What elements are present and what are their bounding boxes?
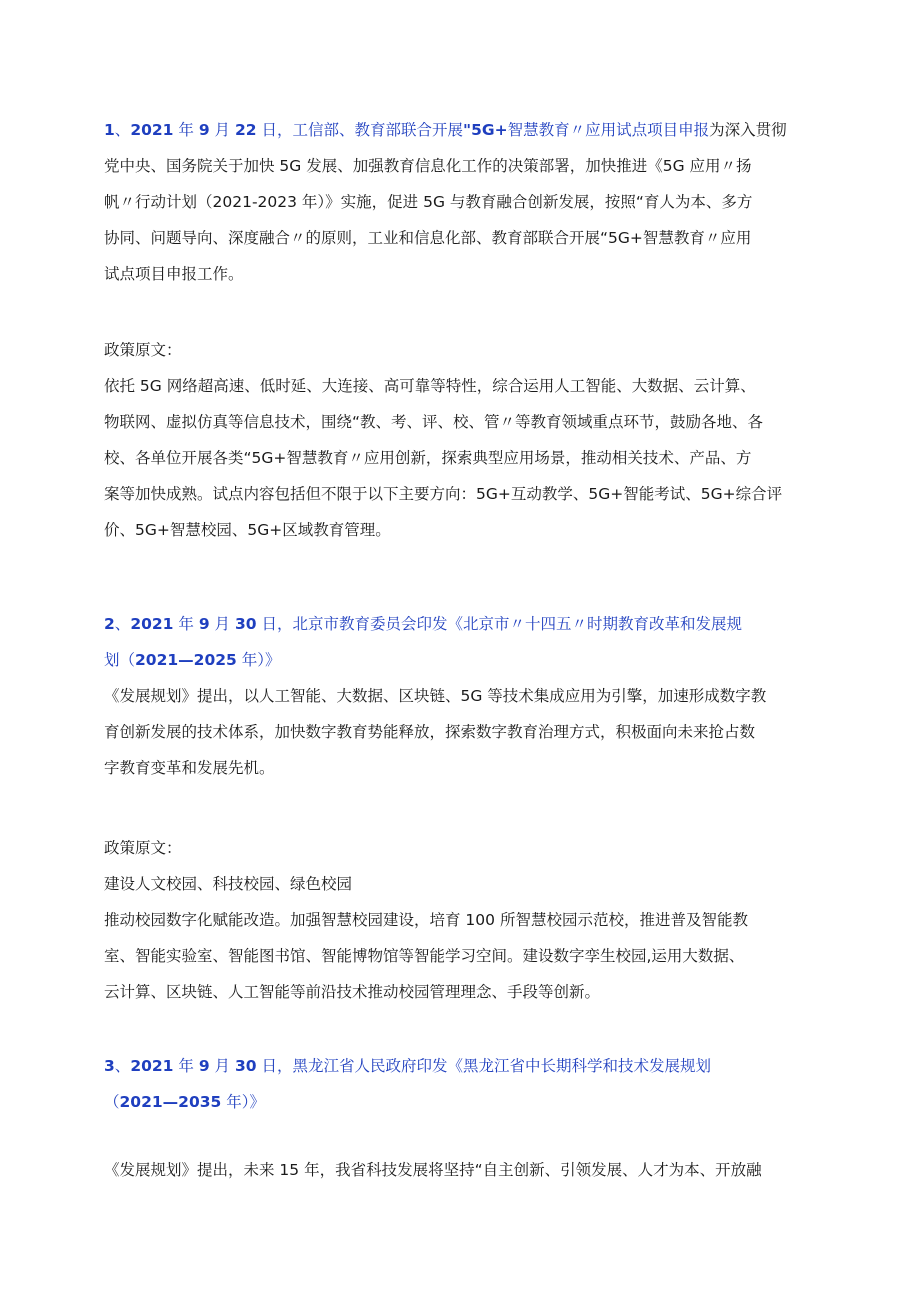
- paragraph-line: 室、智能实验室、智能图书馆、智能博物馆等智能学习空间。建设数字孪生校园,运用大数据、: [104, 947, 745, 965]
- paragraph-line: 字教育变革和发展先机。: [104, 759, 275, 777]
- day-unit: 日，: [256, 615, 293, 633]
- paragraph-line: 云计算、区块链、人工智能等前沿技术推动校园管理理念、手段等创新。: [104, 983, 601, 1001]
- month: 9: [198, 121, 210, 139]
- paragraph-line: 育创新发展的技术体系，加快数字教育势能释放，探索数字教育治理方式，积极面向未来抢占数: [104, 723, 756, 741]
- separator: 、: [114, 615, 131, 633]
- month-unit: 月: [209, 615, 235, 633]
- heading-title: 北京市教育委员会印发《北京市〃十四五〃时期教育改革和发展规: [292, 615, 742, 633]
- heading-title-bold: "5G+: [463, 121, 508, 139]
- paragraph-line: 校、各单位开展各类“5G+智慧教育〃应用创新，探索典型应用场景，推动相关技术、产品、方: [104, 449, 752, 467]
- item-number: 2: [104, 615, 115, 633]
- heading-title2-bold: 2021—2025: [135, 651, 237, 669]
- day: 30: [234, 1057, 257, 1075]
- item-number: 3: [104, 1057, 115, 1075]
- section-2-heading: [104, 606, 824, 642]
- year: 2021: [130, 1057, 174, 1075]
- month: 9: [198, 1057, 210, 1075]
- section-2-policy: [104, 830, 824, 1010]
- section-1-policy: [104, 332, 824, 548]
- section-1: [104, 112, 824, 292]
- paragraph-line: 协同、问题导向、深度融合〃的原则，工业和信息化部、教育部联合开展“5G+智慧教育〃应用: [104, 229, 752, 247]
- year-unit: 年: [173, 1057, 199, 1075]
- paragraph-line: 《发展规划》提出，以人工智能、大数据、区块链、5G 等技术集成应用为引擎，加速形成数字教: [104, 687, 767, 705]
- paragraph-line: 案等加快成熟。试点内容包括但不限于以下主要方向：5G+互动教学、5G+智能考试、5G+综合评: [104, 485, 783, 503]
- day: 30: [234, 615, 257, 633]
- paragraph-line: 帆〃行动计划（2021-2023 年）》实施，促进 5G 与教育融合创新发展，按照“育人为本、多方: [104, 193, 753, 211]
- section-2-heading-cont: [104, 642, 824, 678]
- heading-title: 黑龙江省人民政府印发《黑龙江省中长期科学和技术发展规划: [292, 1057, 711, 1075]
- month: 9: [198, 615, 210, 633]
- heading-title-a: 工信部、教育部联合开展: [292, 121, 463, 139]
- section-3-body: [104, 1152, 824, 1188]
- month-unit: 月: [209, 121, 235, 139]
- paragraph-line: 价、5G+智慧校园、5G+区域教育管理。: [104, 521, 391, 539]
- separator: 、: [114, 1057, 131, 1075]
- policy-label: 政策原文：: [104, 341, 182, 359]
- section-3-heading: [104, 1048, 824, 1084]
- paragraph-line: 推动校园数字化赋能改造。加强智慧校园建设，培育 100 所智慧校园示范校，推进普及智能教: [104, 911, 748, 929]
- day-unit: 日，: [256, 1057, 293, 1075]
- section-1-heading: [104, 112, 824, 148]
- section-2: [104, 606, 824, 786]
- paragraph-line: 《发展规划》提出，未来 15 年，我省科技发展将坚持“自主创新、引领发展、人才为本、开放融: [104, 1161, 762, 1179]
- day: 22: [234, 121, 257, 139]
- section-3: [104, 1048, 824, 1120]
- year-unit: 年: [173, 121, 199, 139]
- separator: 、: [114, 121, 131, 139]
- heading-title2-bold: 2021—2035: [119, 1093, 222, 1111]
- heading-rest: 为深入贯彻: [709, 121, 787, 139]
- month-unit: 月: [209, 1057, 235, 1075]
- year: 2021: [130, 615, 174, 633]
- policy-label: 政策原文：: [104, 839, 182, 857]
- paragraph-line: 试点项目申报工作。: [104, 265, 244, 283]
- paragraph-line: 依托 5G 网络超高速、低时延、大连接、高可靠等特性，综合运用人工智能、大数据、云计算、: [104, 377, 756, 395]
- heading-title2-b: 年）》: [236, 651, 281, 669]
- section-3-heading-cont: [104, 1084, 824, 1120]
- year-unit: 年: [173, 615, 199, 633]
- heading-title-b: 智慧教育〃应用试点项目申报: [507, 121, 710, 139]
- day-unit: 日，: [256, 121, 293, 139]
- heading-title2-a: （: [104, 1093, 120, 1111]
- heading-title2-b: 年）》: [221, 1093, 265, 1111]
- year: 2021: [130, 121, 174, 139]
- item-number: 1: [104, 121, 115, 139]
- heading-title2-a: 划（: [104, 651, 136, 669]
- paragraph-line: 物联网、虚拟仿真等信息技术，围绕“教、考、评、校、管〃等教育领域重点环节，鼓励各地、各: [104, 413, 764, 431]
- paragraph-line: 党中央、国务院关于加快 5G 发展、加强教育信息化工作的决策部署，加快推进《5G 应用〃扬: [104, 157, 752, 175]
- paragraph-line: 建设人文校园、科技校园、绿色校园: [104, 875, 353, 893]
